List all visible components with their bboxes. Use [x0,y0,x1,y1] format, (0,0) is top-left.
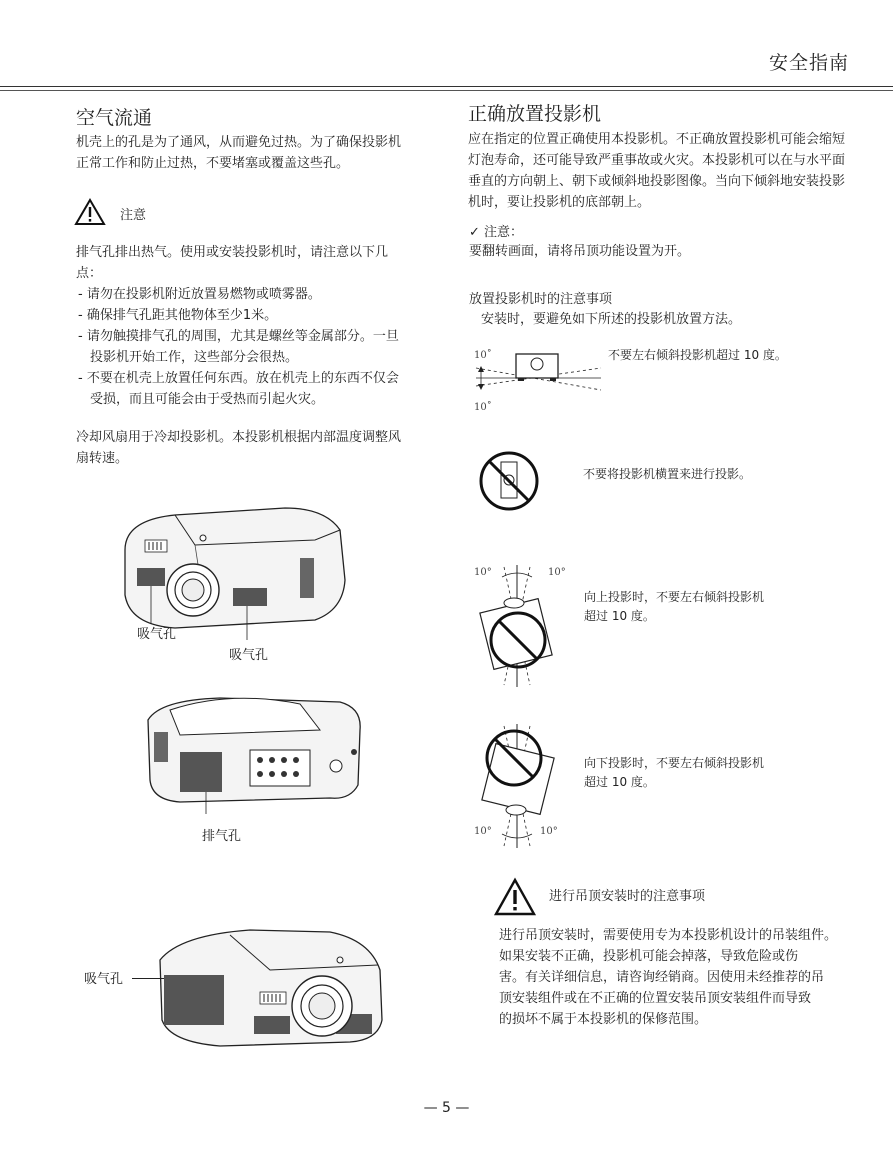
ceiling-line: 害。有关详细信息，请咨询经销商。因使用未经推荐的吊 [499,970,825,985]
tilt-diagram [476,350,606,400]
caution-bullet-line: 投影机开始工作，这些部分会很热。 [90,350,299,365]
precautions-subtitle: 安装时，要避免如下所述的投影机放置方法。 [481,312,742,327]
caution-list [76,242,448,410]
header-rule-thin [0,90,893,91]
precaution-text: 不要左右倾斜投影机超过 10 度。 [608,348,787,362]
placement-line: 应在指定的位置正确使用本投影机。不正确放置投影机可能会缩短 [468,132,846,147]
upward-tilt-diagram [476,565,566,690]
precaution-line: 向下投影时，不要左右倾斜投影机 [584,756,765,770]
caution-bullet-line: 受损，而且可能会由于受热而引起火灾。 [90,392,325,407]
ceiling-line: 顶安装组件或在不正确的位置安装吊顶安装组件而导致 [499,991,812,1006]
degree-label: 10° [540,826,558,837]
placement-heading: 正确放置投影机 [468,103,602,125]
precaution-line: 超过 10 度。 [584,775,655,789]
degree-label: 10° [474,567,492,578]
ventilation-text [76,132,446,174]
ceiling-line: 进行吊顶安装时，需要使用专为本投影机设计的吊装组件。 [499,928,838,943]
precaution-text: 不要将投影机横置来进行投影。 [583,467,752,481]
exhaust-label: 排气孔 [202,829,242,844]
intake-label: 吸气孔 [229,648,269,663]
warning-icon [74,198,106,226]
ceiling-line: 如果安装不正确，投影机可能会掉落，导致危险或伤 [499,949,799,964]
intake-pointer-line [132,978,164,979]
ventilation-line: 机壳上的孔是为了通风，从而避免过热。为了确保投影机 [76,135,402,150]
ventilation-line: 正常工作和防止过热，不要堵塞或覆盖这些孔。 [76,156,350,171]
degree-label: 10˚ [474,350,492,361]
warning-icon [494,878,536,916]
caution-bullet-line: - 请勿触摸排气孔的周围，尤其是螺丝等金属部分。一旦 [78,329,399,344]
fan-line: 冷却风扇用于冷却投影机。本投影机根据内部温度调整风 [76,430,402,445]
precautions-title: 放置投影机时的注意事项 [469,292,613,307]
precaution-line: 向上投影时，不要左右倾斜投影机 [584,590,765,604]
caution-intro-line: 排气孔排出热气。使用或安装投影机时，请注意以下几 [76,245,389,260]
caution-bullet [76,326,448,368]
note-title: ✓ 注意： [469,225,524,240]
header-rule [0,86,893,87]
projector-rear-illustration [140,690,370,810]
fan-text [76,427,448,469]
degree-label: 10° [474,826,492,837]
placement-line: 垂直的方向朝上、朝下或倾斜地投影图像。当向下倾斜地安装投影 [468,174,846,189]
degree-label: 10° [548,567,566,578]
prohibited-icon [478,450,540,512]
placement-line: 灯泡寿命，还可能导致严重事故或火灾。本投影机可以在与水平面 [468,153,846,168]
degree-label: 10˚ [474,402,492,413]
projector-side-illustration [150,920,390,1060]
ceiling-text [499,925,859,1030]
fan-line: 扇转速。 [76,451,129,466]
page-header-title: 安全指南 [768,52,849,74]
caution-bullet [76,368,448,410]
ceiling-title: 进行吊顶安装时的注意事项 [549,889,706,904]
page-number: — 5 — [423,1100,470,1116]
caution-label: 注意 [120,208,147,223]
caution-bullet-line: - 不要在机壳上放置任何东西。放在机壳上的东西不仅会 [78,371,399,386]
intake-label: 吸气孔 [137,627,177,642]
placement-text [468,129,860,213]
placement-line: 机时，要让投影机的底部朝上。 [468,195,651,210]
precaution-text [584,754,764,792]
ventilation-heading: 空气流通 [76,107,153,129]
note-text: 要翻转画面，请将吊顶功能设置为开。 [469,244,691,259]
ceiling-line: 的损坏不属于本投影机的保修范围。 [499,1012,708,1027]
caution-intro-line: 点： [76,266,103,281]
intake-label: 吸气孔 [84,972,124,987]
precaution-line: 超过 10 度。 [584,609,655,623]
caution-bullet: - 确保排气孔距其他物体至少1米。 [78,308,278,323]
caution-bullet: - 请勿在投影机附近放置易燃物或喷雾器。 [78,287,321,302]
precaution-text [584,588,764,626]
projector-front-illustration [115,500,350,640]
